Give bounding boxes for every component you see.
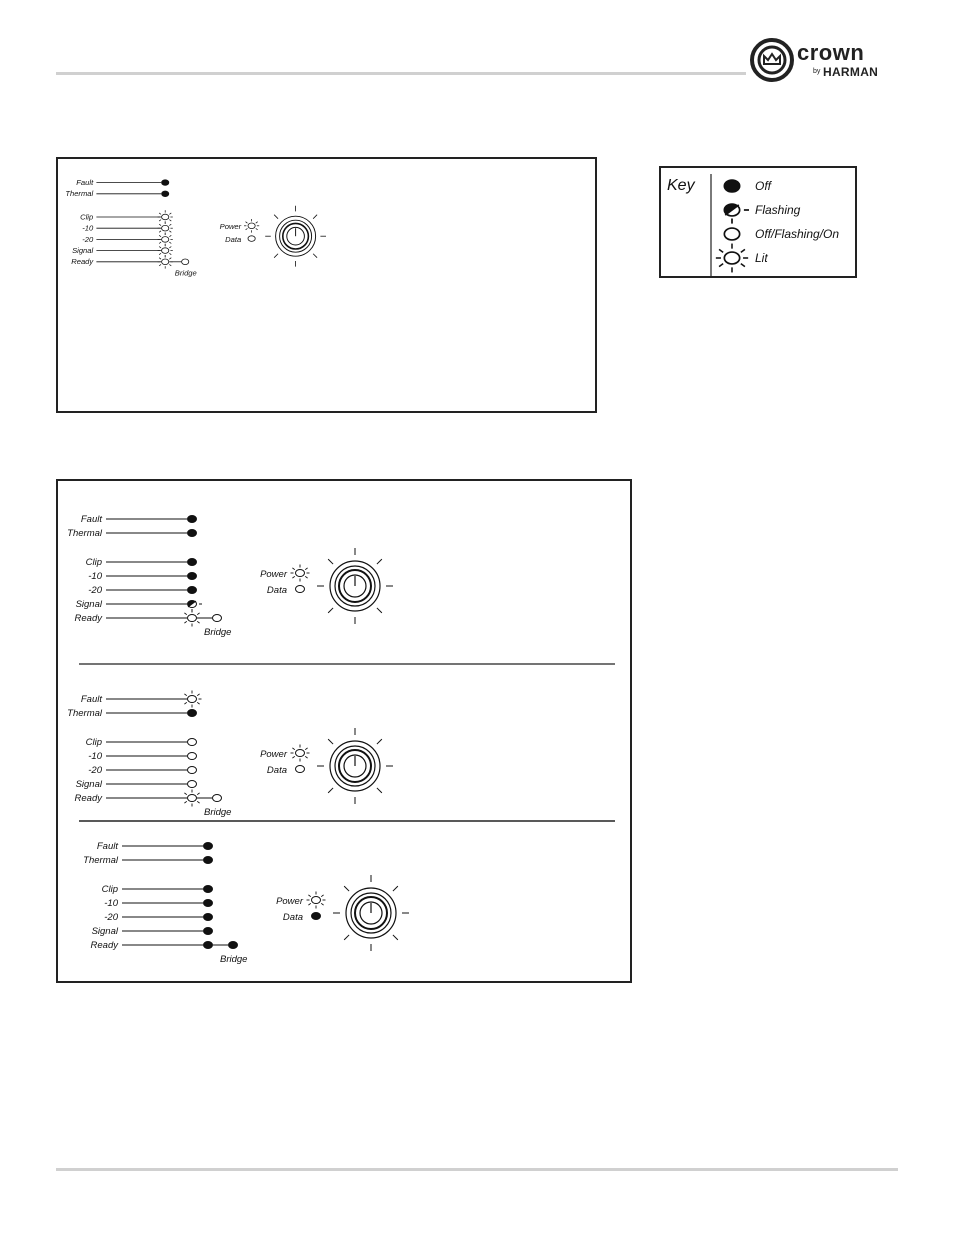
signal-label: Signal (72, 246, 94, 255)
bridge-label: Bridge (174, 268, 197, 278)
bridge-led (229, 942, 238, 949)
knob-tick (377, 739, 382, 744)
m10-label: -10 (88, 571, 102, 582)
thermal-label: Thermal (83, 855, 118, 866)
power-led (291, 745, 310, 762)
header-rule (56, 72, 746, 75)
power-label: Power (260, 749, 287, 760)
m20-label: -20 (88, 585, 102, 596)
knob-tick (274, 215, 278, 219)
signal-led (188, 601, 203, 613)
level-knob (317, 728, 393, 804)
ready-led (204, 942, 213, 949)
key-led-open (724, 228, 739, 240)
knob-tick (328, 559, 333, 564)
thermal-led (188, 710, 197, 717)
ready-label: Ready (71, 257, 94, 267)
knob-tick (328, 739, 333, 744)
key-title: Key (667, 177, 695, 194)
key-items (716, 179, 840, 272)
m20-label: -20 (82, 234, 94, 244)
m10-led (204, 900, 213, 907)
key-panel (659, 166, 857, 278)
data-led (296, 586, 305, 593)
clip-label: Clip (101, 884, 118, 895)
diagram-1-panel (56, 157, 597, 413)
m10-label: -10 (104, 898, 118, 909)
m10-label: -10 (82, 223, 94, 233)
data-led (248, 236, 255, 242)
knob-tick (377, 559, 382, 564)
m20-label: -20 (88, 765, 102, 776)
ready-label: Ready (74, 613, 102, 624)
signal-label: Signal (75, 779, 102, 790)
key-label-flashing: Flashing (755, 203, 801, 217)
knob-tick (328, 788, 333, 793)
level-knob (333, 875, 409, 951)
bridge-led (182, 259, 189, 265)
m10-led (188, 753, 197, 760)
key-label-lit: Lit (755, 251, 768, 265)
power-label: Power (219, 222, 242, 231)
m10-led (188, 573, 197, 580)
brand-parent: HARMAN (823, 65, 879, 79)
power-label: Power (260, 569, 287, 580)
clip-led (188, 559, 197, 566)
bridge-led (213, 615, 222, 622)
fault-label: Fault (80, 694, 102, 705)
signal-led (204, 928, 213, 935)
thermal-label: Thermal (67, 708, 102, 719)
key-label-open: Off/Flashing/On (755, 227, 840, 241)
clip-label: Clip (85, 737, 102, 748)
key-item-lit (716, 244, 768, 273)
key-led-off (724, 180, 739, 192)
brand-byline: by (813, 68, 821, 75)
knob-tick (393, 886, 398, 891)
key-item-flashing (724, 203, 800, 224)
thermal-led (204, 857, 213, 864)
ready-label: Ready (74, 793, 102, 804)
fault-label: Fault (76, 178, 94, 187)
knob-tick (328, 608, 333, 613)
key-svg (661, 168, 859, 280)
diagram-1 (65, 178, 326, 277)
data-label: Data (282, 912, 303, 923)
m10-label: -10 (88, 751, 102, 762)
knob-tick (344, 886, 349, 891)
data-label: Data (225, 234, 242, 244)
clip-led (188, 739, 197, 746)
knob-tick (393, 935, 398, 940)
clip-label: Clip (85, 557, 102, 568)
footer-rule (56, 1168, 898, 1171)
data-led (312, 913, 321, 920)
fault-led (204, 843, 213, 850)
thermal-led (162, 191, 169, 197)
diagram-2-panel (56, 479, 632, 983)
knob-tick (274, 254, 278, 258)
data-led (296, 766, 305, 773)
thermal-label: Thermal (65, 189, 94, 199)
thermal-label: Thermal (67, 528, 102, 539)
diagram-2b (67, 691, 393, 819)
thermal-led (188, 530, 197, 537)
diagram-2a (67, 514, 393, 638)
diagram-2c (83, 841, 409, 965)
power-label: Power (276, 896, 303, 907)
fault-label: Fault (80, 514, 102, 525)
diagram-2-svg (58, 481, 634, 985)
power-led (244, 219, 259, 233)
data-label: Data (266, 585, 287, 596)
key-item-off (724, 179, 772, 193)
brand-name: crown (797, 40, 865, 65)
data-label: Data (266, 765, 287, 776)
signal-label: Signal (91, 926, 118, 937)
bridge-label: Bridge (204, 627, 232, 638)
knob-tick (344, 935, 349, 940)
fault-label: Fault (96, 841, 118, 852)
m20-led (188, 587, 197, 594)
power-led (307, 892, 326, 909)
fault-led (188, 516, 197, 523)
m20-led (188, 767, 197, 774)
power-led (291, 565, 310, 582)
clip-label: Clip (80, 212, 94, 222)
knob-tick (377, 608, 382, 613)
bridge-label: Bridge (204, 807, 232, 818)
key-led-flashing (724, 204, 749, 224)
key-led-lit (716, 244, 748, 273)
level-knob (265, 206, 326, 267)
key-item-open (724, 227, 839, 241)
bridge-led (213, 795, 222, 802)
signal-label: Signal (75, 599, 102, 610)
fault-led (183, 691, 202, 708)
knob-tick (377, 788, 382, 793)
level-knob (317, 548, 393, 624)
knob-tick (313, 254, 317, 258)
crown-emblem-icon (750, 38, 794, 82)
m20-led (204, 914, 213, 921)
clip-led (204, 886, 213, 893)
key-label-off: Off (755, 179, 772, 193)
knob-tick (313, 215, 317, 219)
ready-label: Ready (90, 940, 118, 951)
crown-harman-logo (750, 38, 900, 88)
fault-led (162, 180, 169, 186)
diagram-1-svg (58, 159, 599, 415)
signal-led (188, 781, 197, 788)
bridge-label: Bridge (220, 954, 248, 965)
m20-label: -20 (104, 912, 118, 923)
